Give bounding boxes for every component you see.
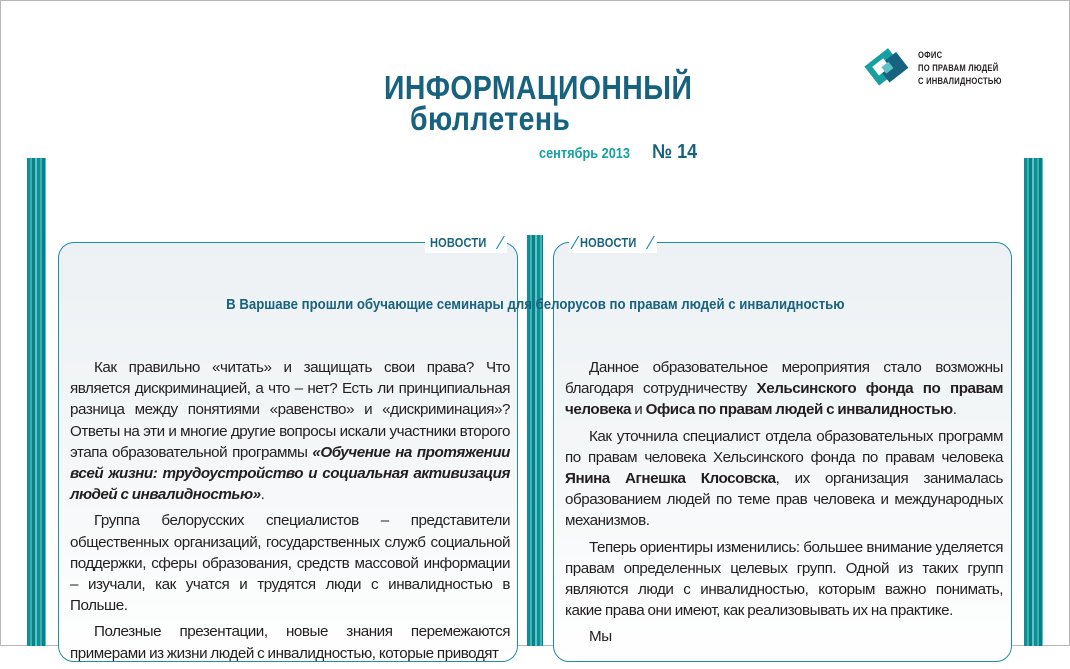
paragraph-end: . [952,401,957,419]
bracket-icon: ⁄ [649,233,653,253]
issue-date: сентябрь 2013 [539,145,630,162]
organization-name: Хельсинского фонда по правам человека [565,380,1003,419]
paragraph-text: и [631,401,646,419]
issue-info [539,141,702,164]
logo-line3: С ИНВАЛИДНОСТЬЮ [918,76,1002,87]
paragraph: Мы [589,628,612,646]
logo-line2: ПО ПРАВАМ ЛЮДЕЙ [918,63,999,74]
bracket-icon: ⁄ [574,233,578,253]
program-name: «Обучение на протяжении всей жизни: трудоустройство и социальная активизация людей с инвалидностью» [70,443,510,504]
paragraph: Теперь ориентиры изменились: большее внимание уделяется правам определенных целевых групп. Одной из таких групп являются люди с инвалидностью, которым важно понимать, какие права они имеют, как реализовывать их на практике. [565,538,1003,620]
paragraph: Полезные презентации, новые знания перемежаются примерами из жизни людей с инвалидностью, которые приводят [70,623,510,662]
article-headline [60,296,1010,313]
section-tag-news-right [569,233,657,253]
organization-name: Офиса по правам людей с инвалидностью [645,401,953,419]
left-decorative-band [27,158,46,646]
paragraph-text: , их организация занималась образованием людей по теме прав человека и международных механизмов. [565,470,1003,530]
paragraph-text: Как уточнила специалист отдела образовательных программ по правам человека Хельсинского фонда по правам человека [565,427,1003,466]
section-tag-label: НОВОСТИ [580,235,637,250]
paragraph-end: . [260,486,265,504]
office-logo-icon [863,46,915,90]
issue-number: № 14 [652,141,698,163]
section-tag-news-left [425,233,507,253]
bulletin-title-line1: ИНФОРМАЦИОННЫЙ [384,69,693,106]
paragraph-text: Как правильно «читать» и защищать свои права? Что является дискриминацией, а что – нет? Есть ли принципиальная разница между понятиями «равенство» и «дискриминация»? Ответы на эти и многие другие вопросы искали участники второго этапа образовательной программы [70,359,510,461]
paragraph-text: Данное образовательное мероприятия стало возможны благодаря сотрудничеству [565,359,1003,398]
paragraph [565,357,1003,421]
logo-text [918,49,1002,88]
left-column-text [70,357,510,669]
right-column-text [565,357,1003,653]
paragraph [70,357,510,505]
paragraph [565,426,1003,532]
bulletin-title-line2: бюллетень [410,100,571,137]
logo-line1: ОФИС [918,50,943,61]
bracket-icon: ⁄ [499,233,503,253]
section-tag-label: НОВОСТИ [430,235,487,250]
right-decorative-band [1024,158,1043,646]
paragraph: Группа белорусских специалистов – представители общественных организаций, государственных служб социальной поддержки, сферы образования, средств массовой информации – изучали, как учатся и трудятся люди с инвалидностью в Польше. [70,512,510,615]
article-headline-text: В Варшаве прошли обучающие семинары для белорусов по правам людей с инвалидностью [225,296,845,313]
person-name: Янина Агнешка Клосовска [565,470,776,488]
